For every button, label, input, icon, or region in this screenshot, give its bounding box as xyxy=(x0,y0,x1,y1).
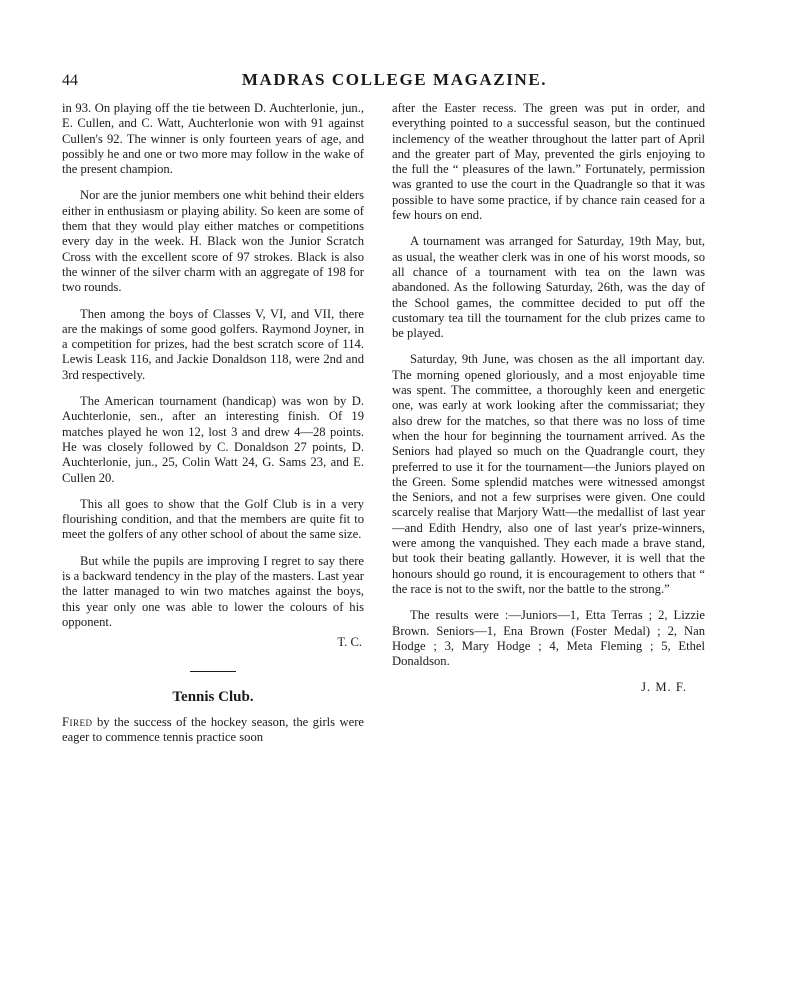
tennis-results: The results were :—Juniors—1, Etta Terras ; 2, Lizzie Brown. Seniors—1, Ena Brown (Foster Medal) ; 2, Nan Hodge ; 3, Mary Hodge ; 4, Meta Fleming ; 5, Ethel Donaldson. xyxy=(392,608,705,669)
tennis-paragraph-4: Saturday, 9th June, was chosen as the all important day. The morning opened gloriously, and a most enjoyable time was spent. The committee, a thoroughly keen and energetic one, was early at work looking after the commissariat; they also drew for the matches, so that there was no loss of time when the hour for beginning the tournament arrived. As the Seniors had played so much on the Quadrangle court, they preferred to use it for the tournament—the Juniors played on the Green. Some splendid matches were witnessed amongst the Seniors, and not a few surprises were given. One could scarcely realise that Marjory Watt—the medallist of last year—and Edith Hendry, also one of last year's prize-winners, were among the vanquished. They each made a brave stand, but took their beating gallantly. However, it is well that the honours should go round, it is encouragement to others that “ the race is not to the swift, nor the battle to the strong.” xyxy=(392,352,705,596)
running-title: MADRAS COLLEGE MAGAZINE. xyxy=(241,70,548,89)
golf-paragraph-1: in 93. On playing off the tie between D. Auchterlonie, jun., E. Cullen, and C. Watt, Auchterlonie won with 91 against Cullen's 92. The winner is only fourteen years of age, and possibly he and one or two more may follow in the wake of the present champion. xyxy=(62,101,364,177)
golf-paragraph-3: Then among the boys of Classes V, VI, and VII, there are the makings of some good golfers. Raymond Joyner, in a competition for prizes, had the best scratch score of 114. Lewis Leask 116, and Jackie Donaldson 118, were 2nd and 3rd respectively. xyxy=(62,306,364,382)
tennis-club-heading: Tennis Club. xyxy=(172,688,254,705)
page-number: 44 xyxy=(62,72,78,89)
page-header xyxy=(62,70,727,94)
tennis-paragraph-1-text: by the success of the hockey season, the girls were eager to commence tennis practice soon xyxy=(62,714,364,745)
tennis-signature: J. M. F. xyxy=(641,680,687,695)
right-column xyxy=(392,101,705,696)
golf-paragraph-4: The American tournament (handicap) was won by D. Auchterlonie, sen., after an interesting finish. Of 19 matches played he won 12, lost 3 and drew 4—28 points. He was closely followed by C. Donaldson 27 points, D. Auchterlonie, jun., 25, Colin Watt 24, G. Sams 23, and E. Cullen 20. xyxy=(62,394,364,485)
tennis-paragraph-2: after the Easter recess. The green was put in order, and everything pointed to a successful season, but the continued inclemency of the weather throughout the latter part of April and the greater part of May, prevented the girls enjoying to the full the “ pleasures of the lawn.” Fortunately, permission was granted to use the court in the Quadrangle so that it was possible to have some practice, if by chance rain ceased for a few hours on end. xyxy=(392,101,705,223)
section-divider xyxy=(190,671,236,672)
tennis-paragraph-3: A tournament was arranged for Saturday, 19th May, but, as usual, the weather clerk was in one of his worst moods, so all chance of a tournament with tea on the lawn was abandoned. As the following Saturday, 26th, was the day of the School games, the committee decided to put off the customary tea till the tournament for the club prizes came to be played. xyxy=(392,234,705,341)
left-column xyxy=(62,101,364,756)
golf-paragraph-5: This all goes to show that the Golf Club is in a very flourishing condition, and that the members are quite fit to meet the golfers of any other school of about the same size. xyxy=(62,496,364,542)
golf-paragraph-2: Nor are the junior members one whit behind their elders either in enthusiasm or playing ability. So keen are some of them that they would play either matches or competitions every day in the week. H. Black won the Junior Scratch Cross with the excellent score of 97 strokes. Black is also the winner of the silver charm with an aggregate of 198 for two rounds. xyxy=(62,188,364,295)
golf-paragraph-6: But while the pupils are improving I regret to say there is a backward tendency in the play of the masters. Last year the latter managed to win two matches against the boys, this year only one was able to lower the colours of his opponent. xyxy=(62,553,364,629)
tennis-lead-word: Fired xyxy=(62,714,93,729)
golf-signature: T. C. xyxy=(337,635,362,650)
tennis-paragraph-1 xyxy=(62,715,364,746)
